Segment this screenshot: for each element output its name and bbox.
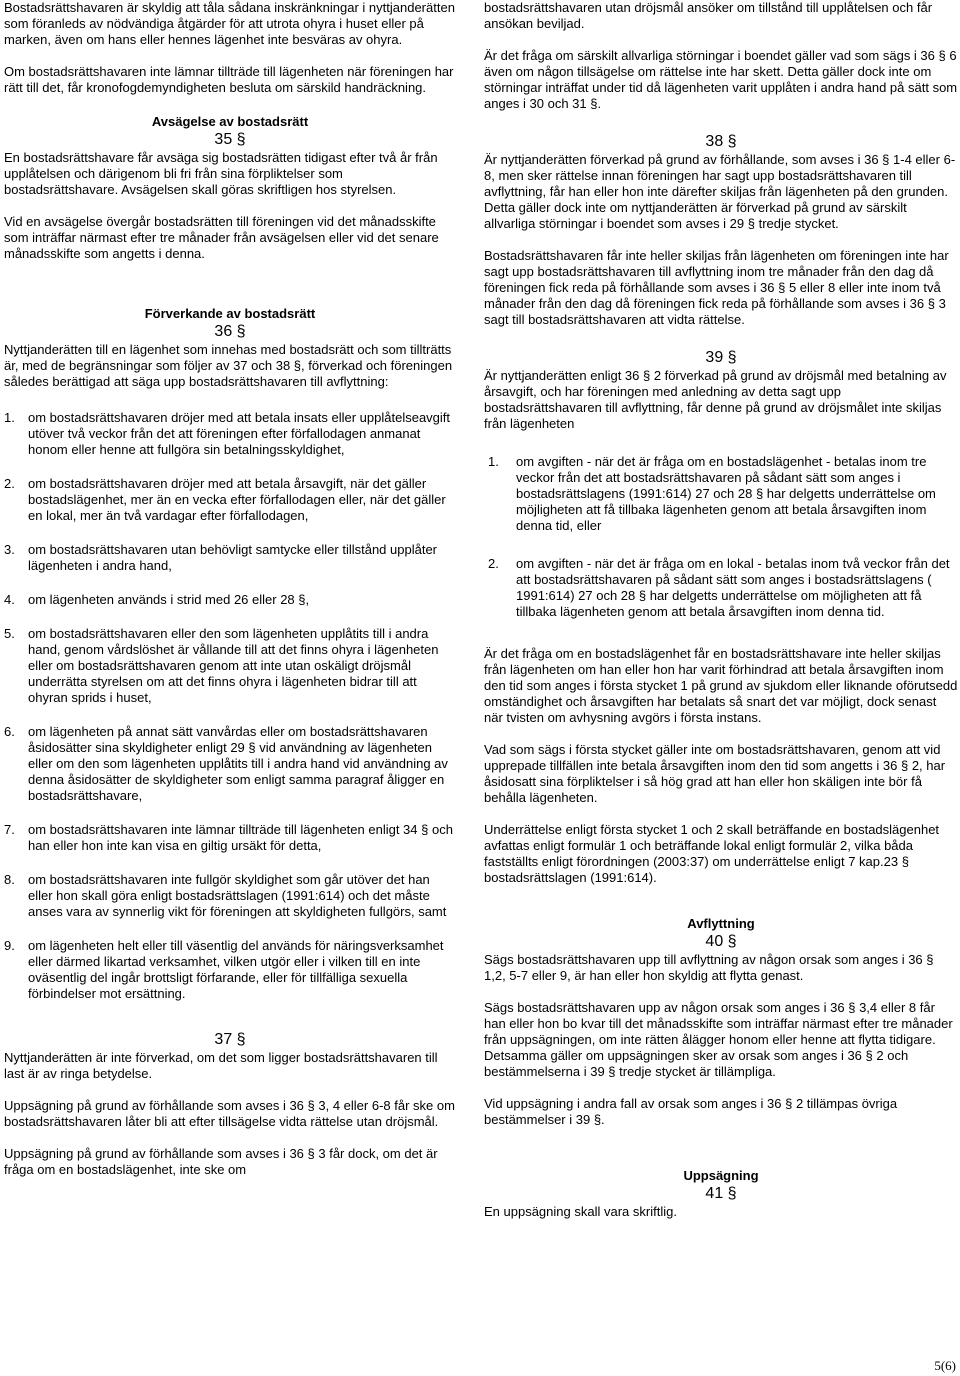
list-text: om bostadsrättshavaren dröjer med att betala insats eller upplåtelseavgift utöver två veckor från det att föreningen efter förfallodagen anmanat honom eller henne att fullgöra sin betalningsskyldighet,: [28, 410, 451, 457]
section-38-number: 38 §: [705, 133, 737, 150]
list-item-3: [4, 542, 456, 574]
section-37-paragraph-1: Nyttjanderätten är inte förverkad, om det som ligger bostadsrättshavaren till last är av ringa betydelse.: [4, 1050, 438, 1081]
list-text: om bostadsrättshavaren inte fullgör skyldighet som går utöver det han eller hon skall göra enligt bostadsrättslagen (1991:614) och det måste anses vara av synnerlig vikt för föreningen att skyldigheten fullgörs, samt: [28, 872, 447, 919]
list-number: 5.: [4, 626, 15, 641]
list-number: 3.: [4, 542, 15, 557]
section-35-heading: Avsägelse av bostadsrätt: [151, 114, 309, 129]
list-item-6: [4, 724, 456, 804]
section-37-number: 37 §: [214, 1031, 246, 1048]
list-text: om avgiften - när det är fråga om en lokal - betalas inom två veckor från det att bostadsrättshavaren på sådant sätt som anges i bostadsrättslagens ( 1991:614) 27 och 28 § har delgetts underrättelse om möjligheten att få tillbaka lägenheten genom att betala årsavgiften inom denna tid.: [516, 556, 950, 619]
list-item-9: [4, 938, 456, 1002]
list-item-7: [4, 822, 456, 854]
list-text: om bostadsrättshavaren utan behövligt samtycke eller tillstånd upplåter lägenheten i andra hand,: [28, 542, 437, 573]
list-number: 1.: [4, 410, 15, 425]
section-36-heading: Förverkande av bostadsrätt: [144, 306, 316, 321]
list-item-8: [4, 872, 456, 920]
right-paragraph-2: Är det fråga om särskilt allvarliga störningar i boendet gäller vad som sägs i 36 § 6 även om någon tillsägelse om rättelse inte har skett. Detta gäller dock inte om störningar inträffat under tid då lägenheten varit upplåten i andra hand på sätt som anges i 30 och 31 §.: [484, 48, 958, 111]
section-41-number: 41 §: [705, 1185, 737, 1202]
section-38-paragraph-2: Bostadsrättshavaren får inte heller skiljas från lägenheten om föreningen inte har sagt upp bostadsrättshavaren till avflyttning inom tre månader från den dag då föreningen fick reda på förhållande som avses i 36 § 5 eller 8 eller inte inom två månader från den dag då föreningen fick reda på förhållande som avses i 36 § 3 sagt till bostadsrättshavaren att vidta rättelse.: [484, 248, 949, 327]
list-text: om lägenheten används i strid med 26 eller 28 §,: [28, 592, 310, 607]
list-item-5: [4, 626, 456, 706]
list-number: 8.: [4, 872, 15, 887]
section-36-intro: Nyttjanderätten till en lägenhet som innehas med bostadsrätt och som tillträtts är, med de begränsningar som följer av 37 och 38 §, förverkad och föreningen således berättigad att säga upp bostadsrättshavaren till avflyttning:: [4, 342, 453, 389]
list-number: 7.: [4, 822, 15, 837]
list-text: om avgiften - när det är fråga om en bostadslägenhet - betalas inom tre veckor från det att bostadsrättshavaren på sådant sätt som anges i bostadsrättslagens (1991:614) 27 och 28 § har delgetts underrättelse om möjligheten att få tillbaka lägenheten genom att betala årsavgiften inom denna tid, eller: [516, 454, 936, 533]
right-column: [484, 0, 958, 1236]
list-number: 4.: [4, 592, 15, 607]
intro-paragraph-2: Om bostadsrättshavaren inte lämnar tillträde till lägenheten när föreningen har rätt till det, får kronofogdemyndigheten besluta om särskild handräckning.: [4, 64, 454, 95]
section-35-paragraph-1: En bostadsrättshavare får avsäga sig bostadsrätten tidigast efter två år från upplåtelsen och därigenom bli fri från sina förpliktelser som bostadsrättshavare. Avsägelsen skall göras skriftligen hos styrelsen.: [4, 150, 438, 197]
section-39-intro: Är nyttjanderätten enligt 36 § 2 förverkad på grund av dröjsmål med betalning av årsavgift, och har föreningen med anledning av detta sagt upp bostadsrättshavaren till avflyttning, får denne på grund av dröjsmålet inte skiljas från lägenheten: [484, 368, 947, 431]
section-40-paragraph-2: Sägs bostadsrättshavaren upp av någon orsak som anges i 36 § 3,4 eller 8 får han eller hon bo kvar till det månadsskifte som inträffar närmast efter tre månader från uppsägningen, om inte rätten ålägger honom eller henne att flytta tidigare. Detsamma gäller om uppsägningen sker av orsak som anges i 36 § 2 och bestämmelserna i 39 § tredje stycket är tillämpliga.: [484, 1000, 953, 1079]
list-number: 1.: [488, 454, 499, 469]
s39-list-item-2: [484, 556, 958, 620]
section-38-paragraph-1: Är nyttjanderätten förverkad på grund av förhållande, som avses i 36 § 1-4 eller 6-8, men sker rättelse innan föreningen har sagt upp bostadsrättshavaren till avflyttning, får han eller hon inte därefter skiljas från lägenheten på den grunden. Detta gäller dock inte om nyttjanderätten är förverkad på grund av särskilt allvarliga störningar i boendet som avses i 29 § tredje stycket.: [484, 152, 956, 231]
section-35-paragraph-2: Vid en avsägelse övergår bostadsrätten till föreningen vid det månadsskifte som inträffar närmast efter tre månader från avsägelsen eller vid det senare månadsskifte som angetts i denna.: [4, 214, 439, 261]
list-text: om bostadsrättshavaren dröjer med att betala årsavgift, när det gäller bostadslägenhet, mer än en vecka efter förfallodagen eller, när det gäller en lokal, mer än två vardagar efter förfallodagen,: [28, 476, 446, 523]
section-40-heading: Avflyttning: [687, 916, 755, 931]
list-item-2: [4, 476, 456, 524]
section-37-paragraph-2: Uppsägning på grund av förhållande som avses i 36 § 3, 4 eller 6-8 får ske om bostadsrättshavaren låter bli att efter tillsägelse vidta rättelse utan dröjsmål.: [4, 1098, 455, 1129]
list-number: 9.: [4, 938, 15, 953]
list-number: 6.: [4, 724, 15, 739]
section-40-number: 40 §: [705, 933, 737, 950]
section-36-number: 36 §: [214, 323, 246, 340]
right-paragraph-3: Är det fråga om en bostadslägenhet får en bostadsrättshavare inte heller skiljas från lägenheten om han eller hon har varit förhindrad att betala årsavgiften inom den tid som anges i första stycket 1 på grund av sjukdom eller liknande oförutsedd omständighet och årsavgiften har betalats så snart det var möjligt, dock senast när tvisten om avhysning avgörs i första instans.: [484, 646, 958, 725]
s39-list-item-1: [484, 454, 958, 534]
section-41-paragraph-1: En uppsägning skall vara skriftlig.: [484, 1204, 677, 1219]
section-40-paragraph-1: Sägs bostadsrättshavaren upp till avflyttning av någon orsak som anges i 36 § 1,2, 5-7 eller 9, är han eller hon skyldig att flytta genast.: [484, 952, 934, 983]
left-column: [4, 0, 456, 1194]
list-text: om lägenheten på annat sätt vanvårdas eller om bostadsrättshavaren åsidosätter sina skyldigheter enligt 29 § vid användning av lägenheten eller om den som lägenheten upplåtits till i andra hand vid användning av denna åsidosätter de skyldigheter som enligt samma paragraf åligger en bostadsrättshavare,: [28, 724, 448, 803]
list-item-4: [4, 592, 456, 608]
right-paragraph-5: Underrättelse enligt första stycket 1 och 2 skall beträffande en bostadslägenhet avfattas enligt formulär 1 och beträffande lokal enligt formulär 2, vilka båda fastställts enligt förordningen (2003:37) om underrättelse enligt 7 kap.23 § bostadsrättslagen (1991:614).: [484, 822, 940, 885]
list-text: om bostadsrättshavaren inte lämnar tillträde till lägenheten enligt 34 § och han eller hon inte kan visa en giltig ursäkt för detta,: [28, 822, 453, 853]
right-paragraph-4: Vad som sägs i första stycket gäller inte om bostadsrättshavaren, genom att vid upprepade tillfällen inte betala årsavgiften inom den tid som angetts i 36 § 2, har åsidosatt sina förpliktelser i så hög grad att han eller hon skäligen inte bör få behålla lägenheten.: [484, 742, 946, 805]
section-40-paragraph-3: Vid uppsägning i andra fall av orsak som anges i 36 § 2 tillämpas övriga bestämmelser i 39 §.: [484, 1096, 898, 1127]
section-41-heading: Uppsägning: [683, 1168, 759, 1183]
section-39-number: 39 §: [705, 349, 737, 366]
right-paragraph-1: bostadsrättshavaren utan dröjsmål ansöker om tillstånd till upplåtelsen och får ansökan beviljad.: [484, 0, 933, 31]
intro-paragraph-1: Bostadsrättshavaren är skyldig att tåla sådana inskränkningar i nyttjanderätten som föranleds av nödvändiga åtgärder för att utrota ohyra i huset eller på marken, även om hans eller hennes lägenhet inte besväras av ohyra.: [4, 0, 455, 47]
page-number: 5(6): [934, 1358, 956, 1373]
list-number: 2.: [488, 556, 499, 571]
section-37-paragraph-3: Uppsägning på grund av förhållande som avses i 36 § 3 får dock, om det är fråga om en bostadslägenhet, inte ske om: [4, 1146, 438, 1177]
list-text: om lägenheten helt eller till väsentlig del används för näringsverksamhet eller därmed likartad verksamhet, vilken utgör eller i vilken till en inte oväsentlig del ingår brottsligt förfarande, eller för tillfälliga sexuella förbindelser mot ersättning.: [28, 938, 444, 1001]
list-item-1: [4, 410, 456, 458]
section-35-number: 35 §: [214, 131, 246, 148]
list-number: 2.: [4, 476, 15, 491]
list-text: om bostadsrättshavaren eller den som lägenheten upplåtits till i andra hand, genom vårdslöshet är vållande till att det finns ohyra i lägenheten eller om bostadsrättshavaren genom att inte utan oskäligt dröjsmål underrätta styrelsen om att det finns ohyra i lägenheten bidrar till att ohyran sprids i huset,: [28, 626, 439, 705]
